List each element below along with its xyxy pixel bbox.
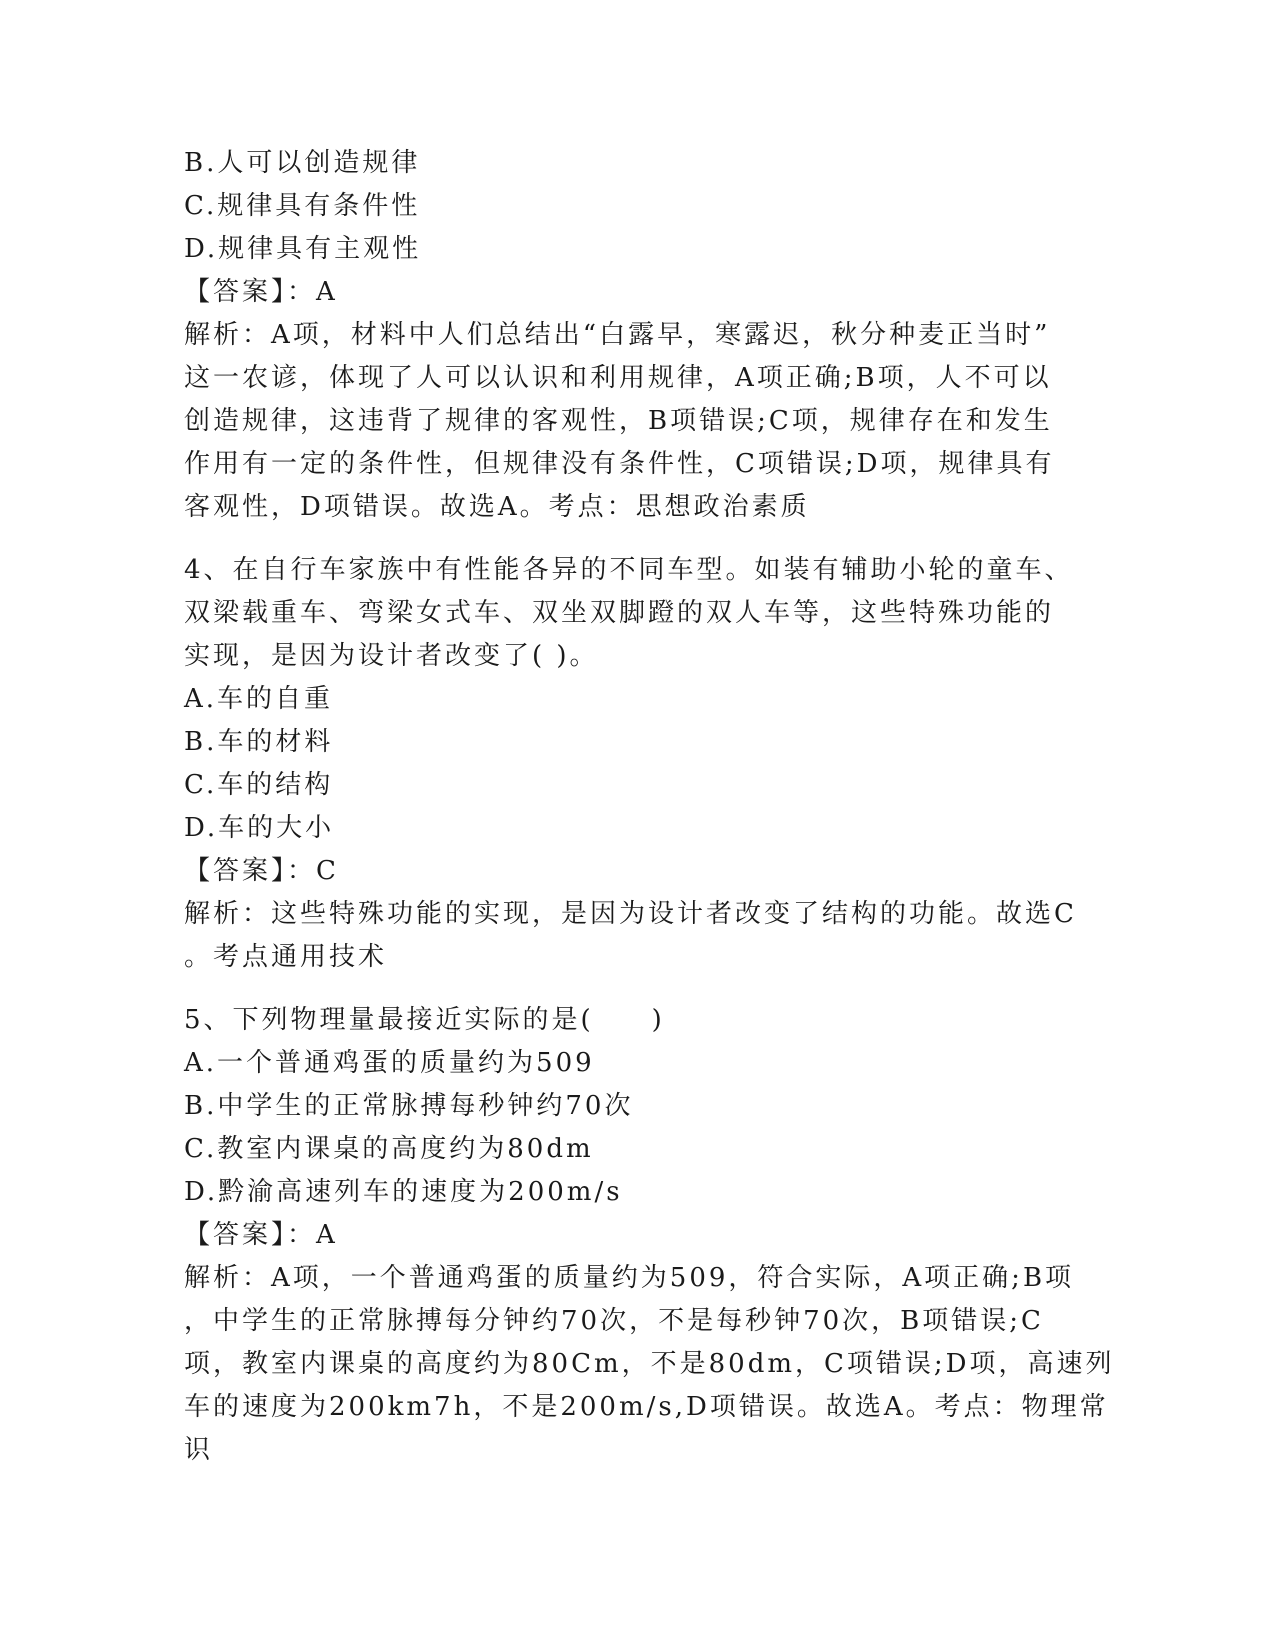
q3-analysis-line: 解析：A项，材料中人们总结出“白露早，寒露迟，秋分种麦正当时” [184,320,1051,350]
q3-option-c: C.规律具有条件性 [184,191,421,221]
q3-analysis-line: 作用有一定的条件性，但规律没有条件性，C项错误;D项，规律具有 [184,449,1055,479]
question-5 [184,999,1115,1472]
question-4 [184,549,1084,979]
q4-analysis-line: 解析：这些特殊功能的实现，是因为设计者改变了结构的功能。故选C [184,899,1077,929]
q4-option-c: C.车的结构 [184,770,334,800]
q5-answer: 【答案】：A [184,1220,338,1250]
q5-stem: 5、下列物理量最接近实际的是( ) [184,1005,665,1035]
q5-analysis-line: 识 [184,1435,214,1465]
document-page [184,142,1115,1472]
q5-option-c: C.教室内课桌的高度约为80dm [184,1134,594,1164]
q5-analysis-line: 车的速度为200km7h，不是200m/s,D项错误。故选A。考点：物理常 [184,1392,1109,1422]
q5-analysis-line: 解析：A项，一个普通鸡蛋的质量约为509，符合实际，A项正确;B项 [184,1263,1075,1293]
q4-stem-line: 双梁载重车、弯梁女式车、双坐双脚蹬的双人车等，这些特殊功能的 [184,598,1055,628]
q4-analysis-line: 。考点通用技术 [184,942,388,972]
q3-analysis-line: 创造规律，这违背了规律的客观性，B项错误;C项，规律存在和发生 [184,406,1053,436]
question-spacer [184,529,1084,549]
q5-option-b: B.中学生的正常脉搏每秒钟约70次 [184,1091,634,1121]
q4-stem-line: 实现，是因为设计者改变了( )。 [184,641,599,671]
q4-option-b: B.车的材料 [184,727,334,757]
question-spacer [184,979,1084,999]
q5-option-a: A.一个普通鸡蛋的质量约为509 [184,1048,595,1078]
q3-option-b: B.人可以创造规律 [184,148,421,178]
q5-analysis-line: ，中学生的正常脉搏每分钟约70次，不是每秒钟70次，B项错误;C [184,1306,1044,1336]
q3-answer: 【答案】：A [184,277,338,307]
q4-option-d: D.车的大小 [184,813,335,843]
q3-option-d: D.规律具有主观性 [184,234,422,264]
q4-stem-line: 4、在自行车家族中有性能各异的不同车型。如装有辅助小轮的童车、 [184,555,1074,585]
q5-analysis-line: 项，教室内课桌的高度约为80Cm，不是80dm，C项错误;D项，高速列 [184,1349,1115,1379]
q4-option-a: A.车的自重 [184,684,334,714]
q5-option-d: D.黔渝高速列车的速度为200m/s [184,1177,623,1207]
q4-answer: 【答案】：C [184,856,339,886]
q3-analysis-line: 这一农谚，体现了人可以认识和利用规律，A项正确;B项，人不可以 [184,363,1052,393]
question-3-tail [184,142,1084,529]
q3-analysis-line: 客观性，D项错误。故选A。考点：思想政治素质 [184,492,810,522]
